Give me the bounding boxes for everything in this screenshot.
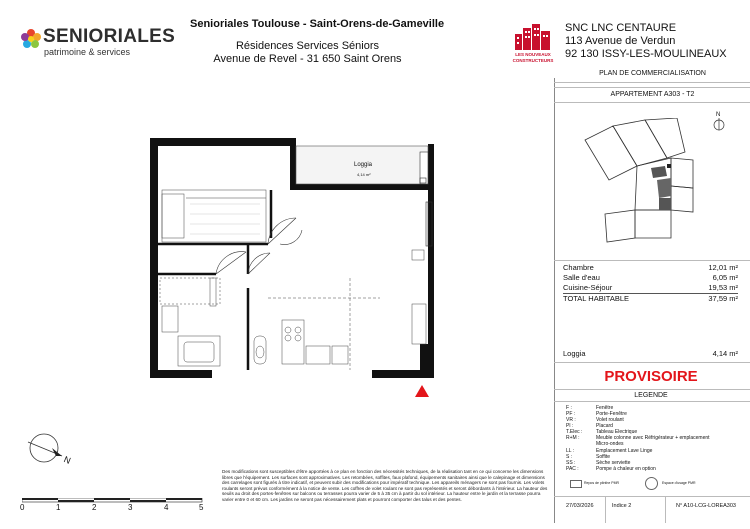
residence-address: Avenue de Revel - 31 650 Saint Orens: [213, 53, 402, 65]
divider: [554, 260, 750, 261]
legend-text: Tableau Electrique: [596, 429, 638, 435]
plan-type: PLAN DE COMMERCIALISATION: [599, 70, 706, 77]
residence-title: Senioriales Toulouse - Saint-Orens-de-Gameville: [190, 18, 445, 30]
compass-icon: [22, 426, 73, 474]
brand-tagline: patrimoine & services: [44, 47, 131, 57]
loggia-row: [563, 349, 738, 360]
scale-tick: 1: [56, 503, 61, 512]
divider: [665, 497, 666, 523]
constructor-logo: [512, 22, 554, 66]
divider: [605, 497, 606, 523]
divider: [554, 389, 750, 390]
total-value: 37,59 m²: [708, 294, 738, 303]
plan-reference: N° A10-LCG-LOREA303: [676, 503, 736, 509]
legend-note: Espace d'usage PMR: [662, 481, 696, 485]
legend-code: T.Elec :: [566, 429, 583, 435]
loggia-label: Loggia: [563, 349, 586, 358]
legend-code: PF :: [566, 411, 576, 417]
pmr-space-icon: [645, 477, 658, 490]
legend-code: R+M :: [566, 435, 580, 441]
legend-text: Soffite: [596, 454, 611, 460]
divider: [554, 401, 750, 402]
scale-bar: [22, 493, 204, 501]
divider: [554, 87, 750, 88]
legend-text: Pompe à chaleur en option: [596, 466, 656, 472]
legend-text: Fenêtre: [596, 405, 614, 411]
surface-value: 12,01 m²: [708, 263, 738, 272]
legend-code: F :: [566, 405, 572, 411]
room-label-loggia: Loggia: [354, 162, 373, 168]
plinth-symbol-icon: [570, 480, 582, 488]
flower-logo-icon: [20, 28, 42, 50]
compass-north-label: N: [62, 454, 73, 466]
legend-text: Emplacement Lave Linge: [596, 448, 653, 454]
divider: [554, 362, 750, 363]
owner-block: [565, 22, 727, 61]
plan-date: 27/03/2026: [566, 503, 594, 509]
divider: [554, 102, 750, 103]
legend-text: Meuble colonne avec Réfrigérateur + emplacement Micro-ondes: [596, 435, 710, 447]
disclaimer-text: Des modifications sont susceptibles d'être apportées à ce plan en fonction des nécessités techniques, de la réalisation tant en ce qui concerne les dimensions libres que l'équipement. Les surfaces sont approximatives. Les retombées, soffites, faux plafond, équipements sanitaires ainsi que le calepinage et dimensions des carrelages sont figurés à titre indicatif, et peuvent subir des modifications pour impératif technique. Les appareils ménagers ne sont pas fournis. Les volets roulants seront prévus conformément à la notice de vente. Les coffres de volet roulant ne sont pas représentés et seront débordants à l'intérieur. La hauteur des seuils au droit des portes-fenêtres sur balcons ou terrasses pourra varier de 5 à 35 cm à partir du sol intérieur. La hauteur entre le jardin et la terrasse pourra varier entre 0 et 60 cm. Les jardins ne seront pas nécessairement plats et pourront comporter des talus et des pentes.: [222, 469, 548, 502]
legend-code: VR :: [566, 417, 576, 423]
apartment-ref: APPARTEMENT A303 - T2: [610, 91, 695, 98]
legend-code: PAC :: [566, 466, 579, 472]
surface-label: Salle d'eau: [563, 273, 600, 282]
north-arrow-icon: [712, 114, 726, 132]
surface-label: Chambre: [563, 263, 594, 272]
legend-code: S :: [566, 454, 573, 460]
plan-index: Indice 2: [612, 503, 632, 509]
panel-divider: [554, 78, 555, 523]
room-area-loggia: 4,14 m²: [357, 172, 371, 177]
status-badge: PROVISOIRE: [604, 368, 698, 385]
legend-note: Repos de plinthe PMR: [584, 481, 620, 485]
legend-code: Pl :: [566, 423, 574, 429]
divider: [554, 82, 750, 83]
owner-city: 92 130 ISSY-LES-MOULINEAUX: [565, 48, 727, 60]
legend-text: Volet roulant: [596, 417, 624, 423]
legend-code: LL :: [566, 448, 575, 454]
constructor-name-2: CONSTRUCTEURS: [512, 58, 554, 63]
entrance-arrow-icon: [415, 385, 429, 397]
legend-text: Porte-Fenêtre: [596, 411, 627, 417]
north-label: N: [716, 112, 721, 118]
scale-tick: 5: [199, 503, 204, 512]
scale-tick: 0: [20, 503, 25, 512]
legend-code: SS :: [566, 460, 576, 466]
surface-value: 6,05 m²: [712, 273, 738, 282]
buildings-logo-icon: [512, 22, 554, 52]
surface-total-row: [563, 294, 738, 305]
divider: [554, 496, 750, 497]
floor-plan: [150, 138, 454, 378]
total-label: TOTAL HABITABLE: [563, 294, 629, 303]
loggia-value: 4,14 m²: [712, 349, 738, 358]
scale-tick: 4: [164, 503, 169, 512]
surface-label: Cuisine-Séjour: [563, 283, 613, 292]
legend-text: Placard: [596, 423, 613, 429]
legend-title: LEGENDE: [634, 392, 668, 399]
key-plan: [575, 118, 710, 253]
owner-name: SNC LNC CENTAURE: [565, 22, 677, 34]
surface-value: 19,53 m²: [708, 283, 738, 292]
residence-subtitle: Résidences Services Séniors: [235, 40, 380, 52]
scale-tick: 3: [128, 503, 133, 512]
owner-street: 113 Avenue de Verdun: [565, 35, 676, 47]
legend-text: Sèche serviette: [596, 460, 631, 466]
constructor-name-1: LES NOUVEAUX: [515, 52, 551, 57]
scale-tick: 2: [92, 503, 97, 512]
brand-name: SENIORIALES: [43, 26, 176, 47]
